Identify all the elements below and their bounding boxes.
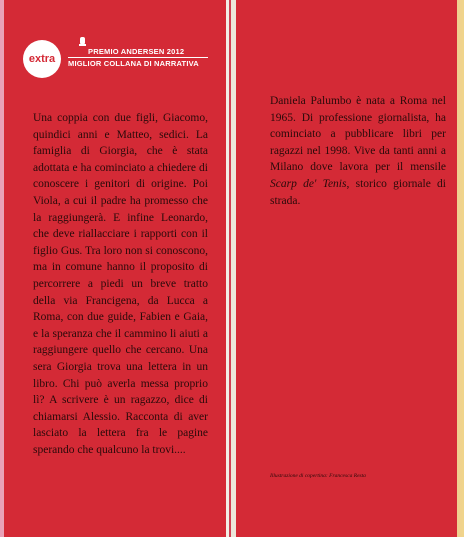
award-subtitle: MIGLIOR COLLANA DI NARRATIVA xyxy=(68,59,199,68)
author-name: Daniela Palumbo xyxy=(270,95,352,107)
bio-text-end: , storico giornale di strada. xyxy=(270,177,446,207)
page-edge xyxy=(226,0,229,537)
series-logo-label: extra xyxy=(28,53,56,65)
book-synopsis: Una coppia con due figli, Giacomo, quindici anni e Matteo, sedici. La famiglia di Giorgia, che è stata adottata e ha cominciato a chiedere di conoscere i genitori di origine. Poi Viola, a cui il padre ha promesso che la raggiungerà. E infine Leonardo, che deve riallacciare i rapporti con il figlio Gus. Tra loro non si conoscono, ma in comune hanno il proposito di percorrere a piedi un breve tratto della via Francigena, da Lucca a Roma, con due guide, Fabien e Gaia, e la speranza che il cammino li aiuti a raggiungere quello che cercano. Una sera Giorgia trova una lettera in un libro. Chi può averla messa proprio lì? A scrivere è un ragazzo, dice di chiamarsi Alessio. Racconta di aver lasciato la lettera fra le pagine sperando che qualcuno la trovi.... xyxy=(33,112,208,456)
series-logo xyxy=(23,40,61,78)
magazine-title: Scarp de' Tenis xyxy=(270,177,347,190)
award-title: PREMIO ANDERSEN 2012 xyxy=(88,47,185,56)
award-divider xyxy=(68,57,208,58)
front-flap xyxy=(236,0,457,537)
page-edge xyxy=(231,0,236,537)
award-banner xyxy=(68,47,208,68)
author-bio xyxy=(270,93,446,209)
illustration-credit: Illustrazione di copertina: Francesca Resta xyxy=(270,473,366,479)
trophy-icon xyxy=(80,37,85,44)
bio-text: è nata a Roma nel 1965. Di professione giornalista, ha cominciato a pubblicare libri per ragazzi nel 1998. Vive da tanti anni a Milano dove lavora per il mensile xyxy=(270,95,446,174)
